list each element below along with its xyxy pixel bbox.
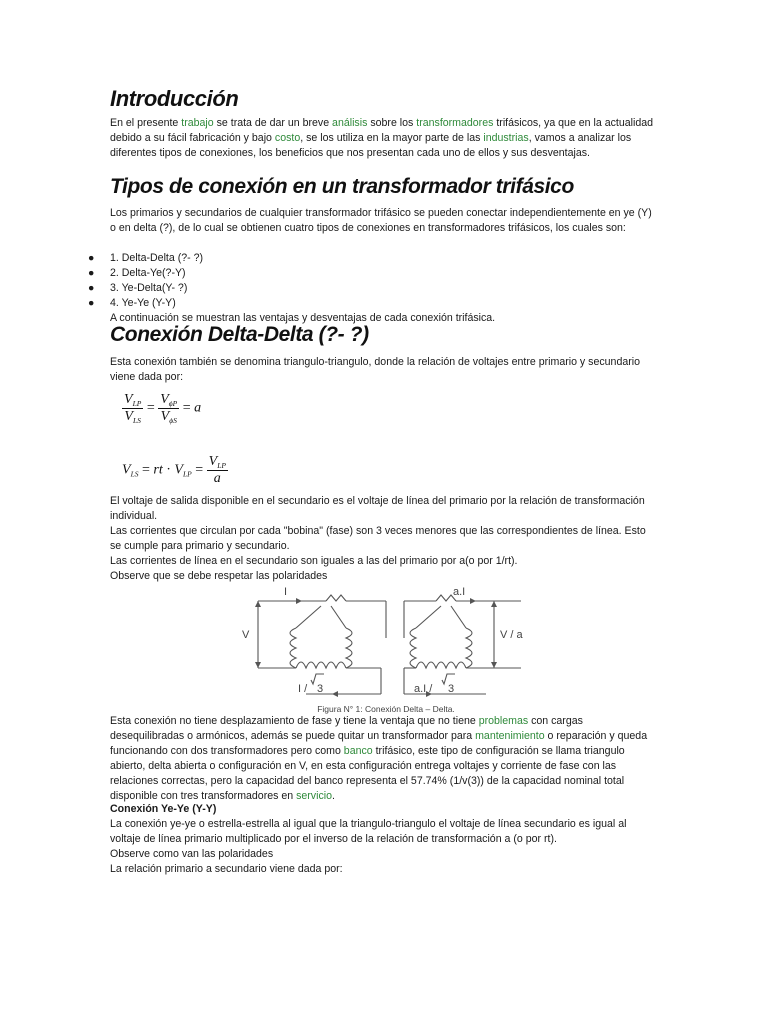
primary-top-coil bbox=[326, 595, 346, 601]
inline-link[interactable]: problemas bbox=[478, 715, 529, 727]
yeye-paragraph: La conexión ye-ye o estrella-estrella al igual que la triangulo-triangulo el voltaje de línea secundario es igual al voltaje de línea primario multiplicado por el inverso de la relación de transformación a (o por rt). bbox=[110, 818, 627, 845]
figure-delta-delta bbox=[236, 582, 536, 718]
label-primary-voltage: V bbox=[242, 629, 250, 641]
text-run: trifásico, este tipo de configuración se llama triangulo abierto, delta abierta o configuración en V, en esta configuración entrega voltajes y corriente de fase con las relaciones correctas, pero la capacidad del banco representa el 57.74% (1/v(3)) de la capacidad nominal total disponible con tres transformadores en bbox=[110, 745, 625, 802]
delta-paragraph-line-currents: Las corrientes de línea en el secundario son iguales a las del primario por a(o por 1/rt). bbox=[110, 555, 518, 567]
heading-ye-ye: Conexión Ye-Ye (Y-Y) bbox=[110, 803, 217, 815]
intro-paragraph bbox=[110, 116, 658, 161]
text-run: se trata de dar un breve bbox=[213, 117, 333, 129]
heading-introduccion: Introducción bbox=[110, 86, 239, 111]
current-arrow-icon bbox=[296, 598, 302, 604]
heading-tipos-conexion: Tipos de conexión en un transformador trifásico bbox=[110, 175, 574, 198]
label-sqrt3: 3 bbox=[317, 683, 324, 695]
label-secondary-current: a.I bbox=[453, 586, 466, 598]
inline-link[interactable]: análisis bbox=[332, 117, 368, 129]
list-item-label: 4. Ye-Ye (Y-Y) bbox=[110, 297, 176, 309]
text-run: o reparación y queda funcionando con dos transformadores pero como bbox=[110, 730, 648, 757]
inline-link[interactable]: mantenimiento bbox=[475, 730, 545, 742]
list-item-label: 1. Delta-Delta (?- ?) bbox=[110, 252, 204, 264]
heading-delta-delta: Conexión Delta-Delta (?- ?) bbox=[110, 323, 369, 346]
inline-link[interactable]: costo bbox=[274, 132, 301, 144]
text-run: En el presente bbox=[110, 117, 182, 129]
arrowhead-icon bbox=[491, 601, 497, 607]
current-arrow-icon bbox=[332, 691, 338, 697]
text-run: sobre los bbox=[367, 117, 417, 129]
primary-bottom-coil bbox=[296, 662, 346, 668]
delta-paragraph-output: El voltaje de salida disponible en el secundario es el voltaje de línea del primario por la relación de transformación individual. bbox=[110, 495, 645, 522]
bullet-icon: ● bbox=[88, 297, 95, 309]
label-sqrt3: 3 bbox=[448, 683, 455, 695]
tipos-paragraph: Los primarios y secundarios de cualquier transformador trifásico se pueden conectar independientemente en ye (Y) o en delta (?), de lo cual se obtienen cuatro tipos de conexiones en transformadores trifásicos, los cuales son: bbox=[110, 207, 652, 234]
primary-right-coil bbox=[346, 628, 352, 668]
arrowhead-icon bbox=[491, 662, 497, 668]
text-run: , vamos a analizar los diferentes tipos de conexiones, los beneficios que nos presentan cada uno de ellos y sus desventajas. bbox=[110, 132, 632, 159]
delta-paragraph-advantages bbox=[110, 714, 658, 804]
inline-link[interactable]: servicio bbox=[296, 790, 333, 802]
inline-link[interactable]: banco bbox=[343, 745, 373, 757]
delta-delta-diagram bbox=[236, 582, 536, 718]
tipos-continuacion: A continuación se muestran las ventajas y desventajas de cada conexión trifásica. bbox=[110, 312, 496, 324]
label-primary-phase-current: I / bbox=[298, 683, 308, 695]
current-arrow-icon bbox=[470, 598, 476, 604]
secondary-bottom-coil bbox=[416, 662, 466, 668]
bullet-icon: ● bbox=[88, 282, 95, 294]
bullet-icon: ● bbox=[88, 267, 95, 279]
text-run: . bbox=[332, 790, 335, 802]
delta-paragraph-polarities: Observe que se debe respetar las polaridades bbox=[110, 570, 328, 582]
list-item-label: 2. Delta-Ye(?-Y) bbox=[110, 267, 186, 279]
primary-left-coil bbox=[290, 628, 296, 668]
label-secondary-voltage: V / a bbox=[500, 629, 523, 641]
text-run: Esta conexión no tiene desplazamiento de fase y tiene la ventaja que no tiene bbox=[110, 715, 479, 727]
inline-link[interactable]: transformadores bbox=[416, 117, 494, 129]
label-primary-current: I bbox=[284, 586, 288, 598]
yeye-relation: La relación primario a secundario viene dada por: bbox=[110, 863, 343, 875]
arrowhead-icon bbox=[255, 601, 261, 607]
delta-paragraph-intro: Esta conexión también se denomina triangulo-triangulo, donde la relación de voltajes entre primario y secundario viene dada por: bbox=[110, 356, 640, 383]
yeye-polarities: Observe como van las polaridades bbox=[110, 848, 274, 860]
text-run: , se los utiliza en la mayor parte de las bbox=[300, 132, 484, 144]
text-run: con cargas desequilibradas o armónicos, además se puede quitar un transformador para bbox=[110, 715, 583, 742]
label-secondary-phase-current: a.I / bbox=[414, 683, 433, 695]
equation-secondary-voltage: $V_{LS}$ = rt · $V_{LP}$ = $\frac{V_{LP}}{a}$ bbox=[122, 454, 226, 486]
bullet-icon: ● bbox=[88, 252, 95, 264]
figure-caption: Figura N° 1: Conexión Delta – Delta. bbox=[317, 704, 455, 714]
inline-link[interactable]: industrias bbox=[483, 132, 529, 144]
inline-link[interactable]: trabajo bbox=[181, 117, 214, 129]
list-item-label: 3. Ye-Delta(Y- ?) bbox=[110, 282, 188, 294]
delta-paragraph-currents: Las corrientes que circulan por cada "bobina" (fase) son 3 veces menores que las correspondientes de línea. Esto se cumple para primario y secundario. bbox=[110, 525, 646, 552]
equation-voltage-ratio: $\frac{V_{LP}}{V_{LS}}$ = $\frac{V_{\phi P}}{V_{\phi S}}$ = a bbox=[124, 392, 202, 425]
text-run: trifásicos, ya que en la actualidad debido a su fácil fabricación y bajo bbox=[110, 117, 653, 144]
arrowhead-icon bbox=[255, 662, 261, 668]
